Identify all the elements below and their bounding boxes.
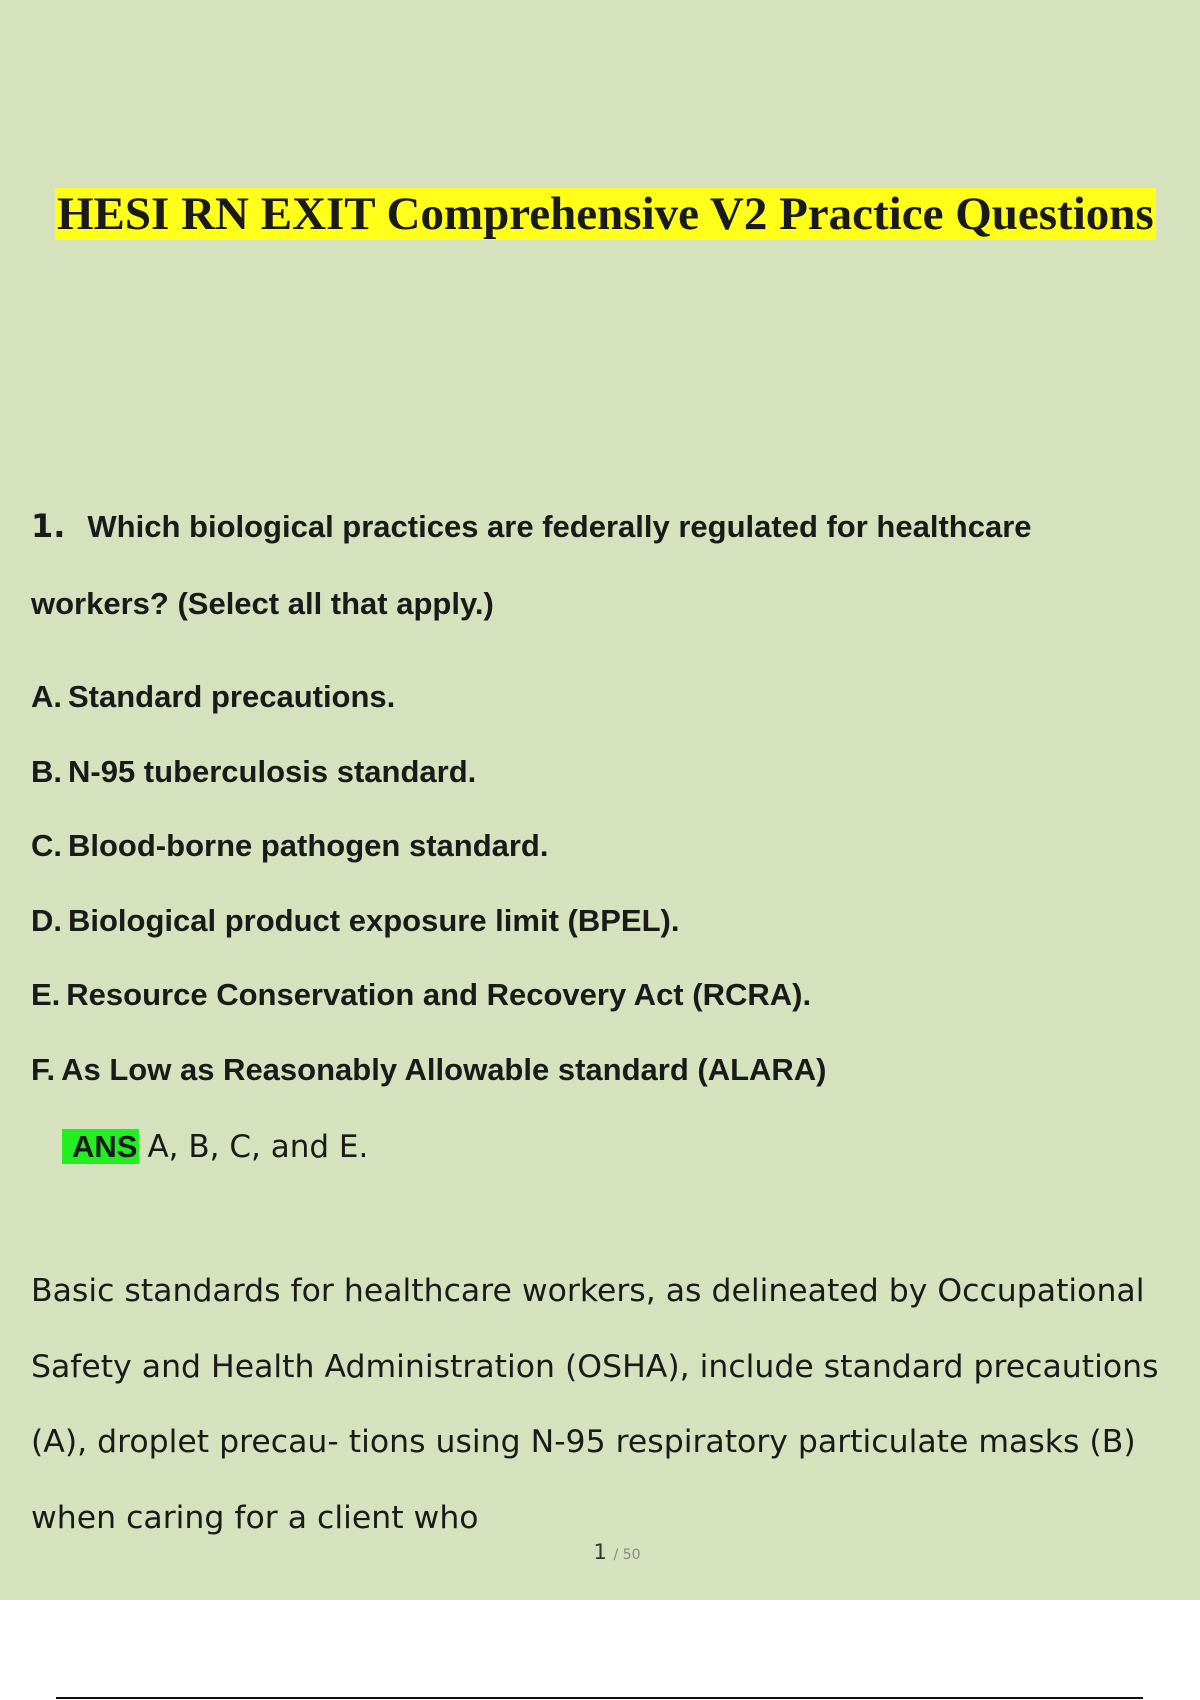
option-e — [31, 958, 1151, 1033]
page-total: / 50 — [613, 1547, 641, 1563]
option-letter: E. — [31, 977, 61, 1013]
option-text: Standard precautions. — [68, 679, 396, 714]
page-current: 1 — [593, 1540, 607, 1564]
answer-label: ANS — [62, 1129, 139, 1164]
option-letter: A. — [31, 679, 62, 714]
answer-line — [62, 1122, 368, 1172]
option-text: Blood-borne pathogen standard. — [68, 828, 549, 864]
option-d — [31, 884, 1151, 959]
option-text: Resource Conservation and Recovery Act (RCRA). — [66, 977, 812, 1013]
document-title — [55, 186, 1185, 242]
option-c — [31, 809, 1151, 884]
option-a — [31, 660, 1151, 735]
question-text: Which biological practices are federally regulated for healthcare workers? (Select all that apply.) — [31, 509, 1032, 621]
option-text: N-95 tuberculosis standard. — [68, 753, 477, 789]
question-number: 1. — [31, 507, 66, 545]
document-title-text: HESI RN EXIT Comprehensive V2 Practice Questions — [57, 188, 1154, 240]
option-letter: D. — [31, 902, 62, 938]
explanation-text: Basic standards for healthcare workers, as delineated by Occupational Safety and Health Administration (OSHA), include standard precautions (A), droplet precau- tions using N-95 respiratory particulate masks (B) when caring for a client who — [31, 1273, 1159, 1536]
answer-text: A, B, C, and E. — [147, 1129, 369, 1165]
option-text: Biological product exposure limit (BPEL). — [68, 902, 680, 938]
option-letter: F. — [31, 1051, 56, 1087]
option-letter: B. — [31, 753, 62, 789]
option-text: As Low as Reasonably Allowable standard (ALARA) — [61, 1051, 827, 1087]
option-b — [31, 735, 1151, 810]
option-letter: C. — [31, 828, 62, 864]
option-f — [31, 1033, 1151, 1108]
question-stem — [31, 488, 1151, 642]
page-divider — [56, 1697, 1143, 1699]
answer-options — [31, 660, 1151, 1108]
page-number — [0, 1540, 1200, 1564]
